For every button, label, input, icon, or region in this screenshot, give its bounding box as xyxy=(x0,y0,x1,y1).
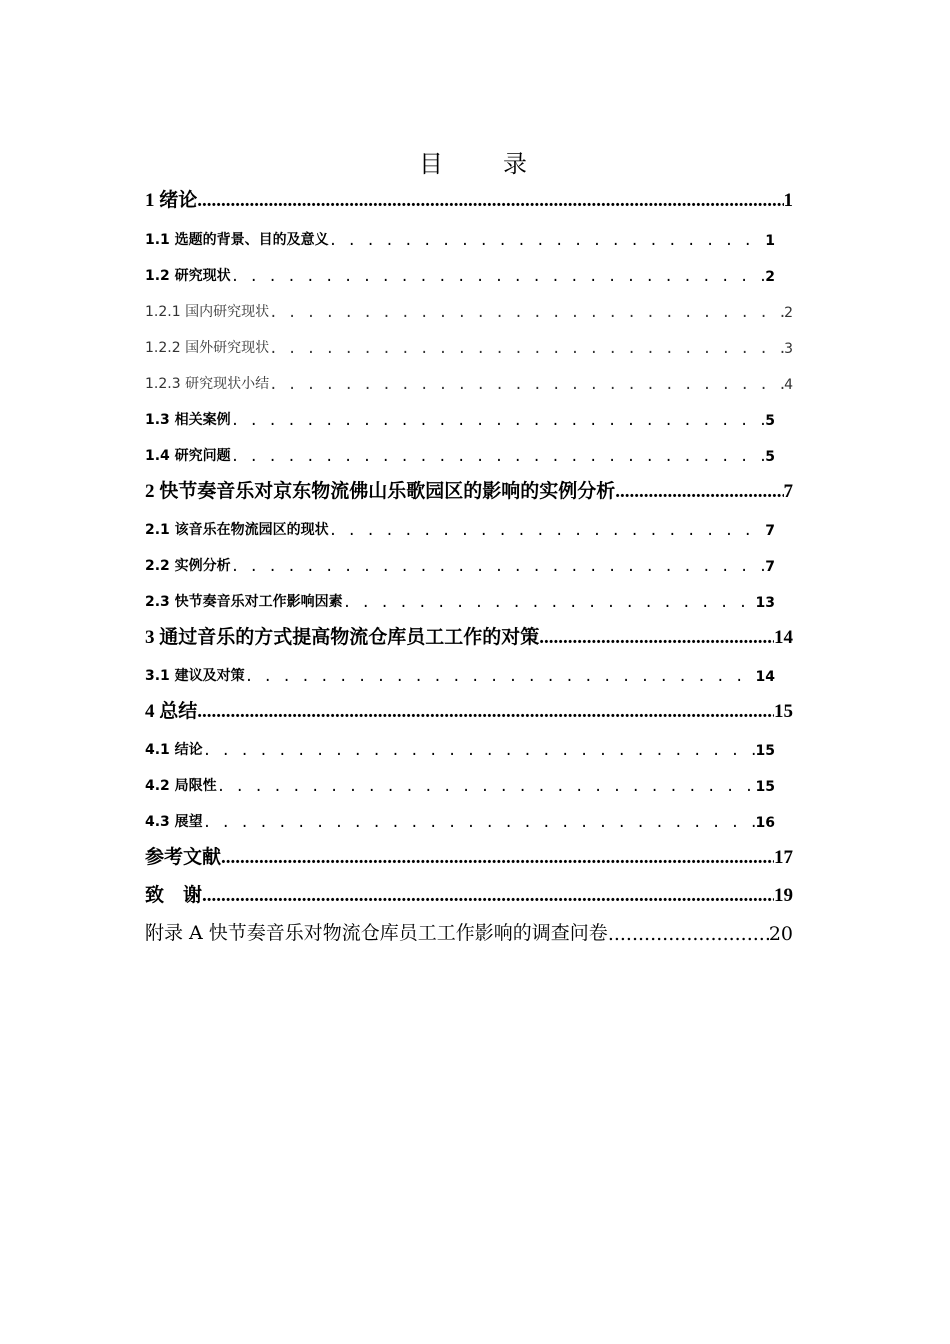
toc-entry-level2[interactable] xyxy=(145,553,775,575)
toc-entry-label: 2.1 该音乐在物流园区的现状 xyxy=(145,522,329,538)
toc-entry-label: 1.2.2 国外研究现状 xyxy=(145,340,270,356)
toc-entry-level2[interactable] xyxy=(145,263,775,285)
toc-entry-label: 4.3 展望 xyxy=(145,814,203,830)
toc-entry-level2[interactable] xyxy=(145,773,775,795)
toc-entry-label: 1.2 研究现状 xyxy=(145,268,231,284)
toc-entry-label: 4.2 局限性 xyxy=(145,778,217,794)
toc-entry-page: 3 xyxy=(784,341,793,357)
toc-entry-page: 5 xyxy=(765,413,775,429)
dot-leader xyxy=(203,743,756,759)
toc-entry-page: 17 xyxy=(774,847,793,868)
dot-leader xyxy=(197,190,783,212)
toc-entry-level2[interactable] xyxy=(145,227,775,249)
toc-entry-page: 15 xyxy=(755,779,775,795)
toc-entry-page: 16 xyxy=(755,815,775,831)
toc-entry-label: 2.2 实例分析 xyxy=(145,558,231,574)
toc-entry-label: 3 通过音乐的方式提高物流仓库员工工作的对策 xyxy=(145,627,540,648)
toc-entry-page: 14 xyxy=(755,669,775,685)
toc-entry-label: 2.3 快节奏音乐对工作影响因素 xyxy=(145,594,343,610)
toc-entry-label: 2 快节奏音乐对京东物流佛山乐歌园区的影响的实例分析 xyxy=(145,481,616,502)
toc-entry-page: 7 xyxy=(765,559,775,575)
toc-entry-level3[interactable] xyxy=(145,371,793,393)
toc-entry-label: 致 谢 xyxy=(145,885,203,906)
dot-leader xyxy=(231,449,766,465)
toc-entry-level3[interactable] xyxy=(145,335,793,357)
toc-entry-page: 13 xyxy=(755,595,775,611)
toc-entry-level1[interactable] xyxy=(145,477,793,503)
toc-entry-label: 1.4 研究问题 xyxy=(145,448,231,464)
toc-entry-page: 1 xyxy=(783,190,793,211)
toc-entry-level1[interactable] xyxy=(145,186,793,212)
toc-entry-level3[interactable] xyxy=(145,299,793,321)
toc-entry-page: 15 xyxy=(755,743,775,759)
toc-entry-level1[interactable] xyxy=(145,623,793,649)
toc-entry-level1[interactable] xyxy=(145,881,793,907)
dot-leader xyxy=(269,341,784,357)
dot-leader xyxy=(231,413,766,429)
dot-leader xyxy=(269,377,784,393)
toc-entry-level2[interactable] xyxy=(145,443,775,465)
toc-entry-label: 3.1 建议及对策 xyxy=(145,668,245,684)
dot-leader xyxy=(343,595,756,611)
toc-entry-level1[interactable] xyxy=(145,697,793,723)
dot-leader xyxy=(615,481,783,503)
toc-entry-page: 7 xyxy=(765,523,775,539)
toc-entry-label: 1.2.1 国内研究现状 xyxy=(145,304,270,320)
toc-entry-level2[interactable] xyxy=(145,517,775,539)
toc-entry-label: 1.2.3 研究现状小结 xyxy=(145,376,270,392)
toc-entry-label: 1 绪论 xyxy=(145,190,198,211)
dot-leader xyxy=(231,269,766,285)
toc-title: 目 录 xyxy=(419,150,531,178)
toc-entry-page: 5 xyxy=(765,449,775,465)
dot-leader xyxy=(269,305,784,321)
toc-entry-label: 4.1 结论 xyxy=(145,742,203,758)
dot-leader xyxy=(202,885,774,907)
dot-leader xyxy=(221,847,774,869)
dot-leader xyxy=(539,627,774,649)
toc-entry-page: 20 xyxy=(768,923,793,945)
toc-entry-label: 4 总结 xyxy=(145,701,198,722)
toc-entry-level2[interactable] xyxy=(145,589,775,611)
toc-entry-page: 14 xyxy=(774,627,793,648)
toc-entry-page: 7 xyxy=(783,481,793,502)
dot-leader xyxy=(329,233,766,249)
toc-entry-page: 2 xyxy=(765,269,775,285)
toc-entry-page: 19 xyxy=(774,885,793,906)
dot-leader xyxy=(231,559,766,575)
dot-leader xyxy=(245,669,756,685)
toc-entry-label: 1.3 相关案例 xyxy=(145,412,231,428)
dot-leader xyxy=(217,779,756,795)
dot-leader xyxy=(608,923,769,945)
toc-entry-level1[interactable] xyxy=(145,843,793,869)
toc-entry-level2[interactable] xyxy=(145,809,775,831)
toc-entry-level2[interactable] xyxy=(145,737,775,759)
dot-leader xyxy=(329,523,766,539)
toc-entry-page: 15 xyxy=(774,701,793,722)
toc-entry-page: 2 xyxy=(784,305,793,321)
toc-entry-level2[interactable] xyxy=(145,663,775,685)
toc-entry-label: 1.1 选题的背景、目的及意义 xyxy=(145,232,329,248)
toc-entry-page: 4 xyxy=(784,377,793,393)
dot-leader xyxy=(203,815,756,831)
dot-leader xyxy=(197,701,774,723)
toc-entry-page: 1 xyxy=(765,233,775,249)
toc-entry-level2[interactable] xyxy=(145,407,775,429)
toc-entry-label: 参考文献 xyxy=(145,847,222,868)
toc-entry-appendix[interactable] xyxy=(145,919,793,945)
toc-entry-label: 附录 A 快节奏音乐对物流仓库员工工作影响的调查问卷 xyxy=(145,922,608,944)
